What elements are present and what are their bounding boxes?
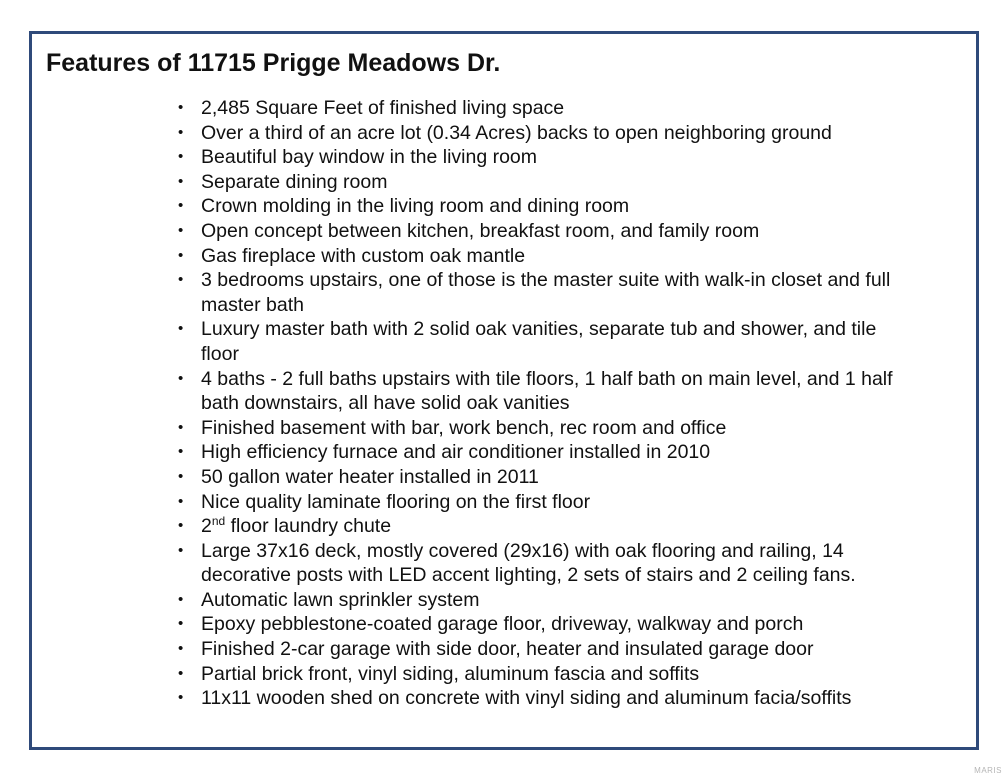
feature-item	[177, 612, 917, 637]
feature-item	[177, 416, 917, 441]
feature-text: 50 gallon water heater installed in 2011	[201, 465, 539, 488]
feature-item	[177, 121, 917, 146]
feature-text: 2nd floor laundry chute	[201, 514, 392, 538]
bullet-icon: •	[178, 123, 184, 141]
maris-watermark: MARIS	[974, 766, 1002, 775]
feature-text: Crown molding in the living room and dining room	[201, 195, 630, 218]
feature-item	[177, 637, 917, 662]
feature-item	[177, 465, 917, 490]
bullet-icon: •	[178, 246, 184, 264]
bullet-icon: •	[178, 443, 184, 461]
feature-item	[177, 194, 917, 219]
bullet-icon: •	[178, 99, 184, 116]
feature-item	[177, 588, 917, 613]
feature-text: Gas fireplace with custom oak mantle	[201, 244, 526, 267]
feature-text: Over a third of an acre lot (0.34 Acres) backs to open neighboring ground	[201, 121, 832, 144]
feature-item	[177, 268, 917, 317]
bullet-icon: •	[178, 590, 184, 608]
features-list	[177, 96, 917, 711]
feature-text: Finished 2-car garage with side door, heater and insulated garage door	[201, 638, 814, 661]
feature-text: Epoxy pebblestone-coated garage floor, driveway, walkway and porch	[201, 613, 804, 636]
feature-text: 11x11 wooden shed on concrete with vinyl siding and aluminum facia/soffits	[201, 687, 852, 710]
page-title: Features of 11715 Prigge Meadows Dr.	[46, 49, 501, 77]
feature-item	[177, 367, 917, 416]
features-panel	[29, 31, 979, 750]
feature-text: Separate dining room	[201, 170, 388, 193]
bullet-icon: •	[178, 418, 184, 436]
feature-text: Finished basement with bar, work bench, rec room and office	[201, 416, 727, 439]
bullet-icon: •	[178, 271, 184, 289]
feature-item	[177, 170, 917, 195]
feature-item	[177, 317, 917, 366]
feature-text: 4 baths - 2 full baths upstairs with tile floors, 1 half bath on main level, and 1 half bath downstairs, all have solid oak vanities	[201, 367, 893, 415]
bullet-icon: •	[178, 221, 184, 239]
feature-text: Luxury master bath with 2 solid oak vanities, separate tub and shower, and tile floor	[201, 318, 877, 365]
feature-text: Large 37x16 deck, mostly covered (29x16) with oak flooring and railing, 14 decorative posts with LED accent lighting, 2 sets of stairs and 2 ceiling fans.	[201, 539, 856, 587]
bullet-icon: •	[178, 689, 184, 707]
feature-text: Automatic lawn sprinkler system	[201, 588, 480, 611]
feature-text: 3 bedrooms upstairs, one of those is the master suite with walk-in closet and full master bath	[201, 269, 891, 316]
feature-item	[177, 244, 917, 269]
bullet-icon: •	[178, 172, 184, 190]
bullet-icon: •	[178, 541, 184, 559]
feature-item	[177, 490, 917, 515]
ordinal-superscript: nd	[211, 514, 226, 529]
bullet-icon: •	[178, 197, 184, 215]
feature-item	[177, 686, 917, 711]
bullet-icon: •	[178, 517, 184, 535]
bullet-icon: •	[178, 467, 184, 485]
feature-item	[177, 662, 917, 687]
feature-text: 2,485 Square Feet of finished living space	[201, 97, 565, 119]
feature-item	[177, 219, 917, 244]
bullet-icon: •	[178, 369, 184, 387]
feature-item	[177, 514, 917, 539]
feature-text: Beautiful bay window in the living room	[201, 146, 538, 169]
bullet-icon: •	[178, 640, 184, 658]
bullet-icon: •	[178, 492, 184, 510]
bullet-icon: •	[178, 148, 184, 166]
feature-item	[177, 96, 917, 121]
bullet-icon: •	[178, 615, 184, 633]
feature-item	[177, 539, 917, 588]
feature-text: Partial brick front, vinyl siding, aluminum fascia and soffits	[201, 662, 700, 685]
feature-item	[177, 145, 917, 170]
bullet-icon: •	[178, 664, 184, 682]
feature-text: Open concept between kitchen, breakfast room, and family room	[201, 219, 760, 242]
feature-text: High efficiency furnace and air conditioner installed in 2010	[201, 441, 711, 464]
feature-item	[177, 440, 917, 465]
bullet-icon: •	[178, 320, 184, 338]
feature-text: Nice quality laminate flooring on the first floor	[201, 490, 591, 513]
